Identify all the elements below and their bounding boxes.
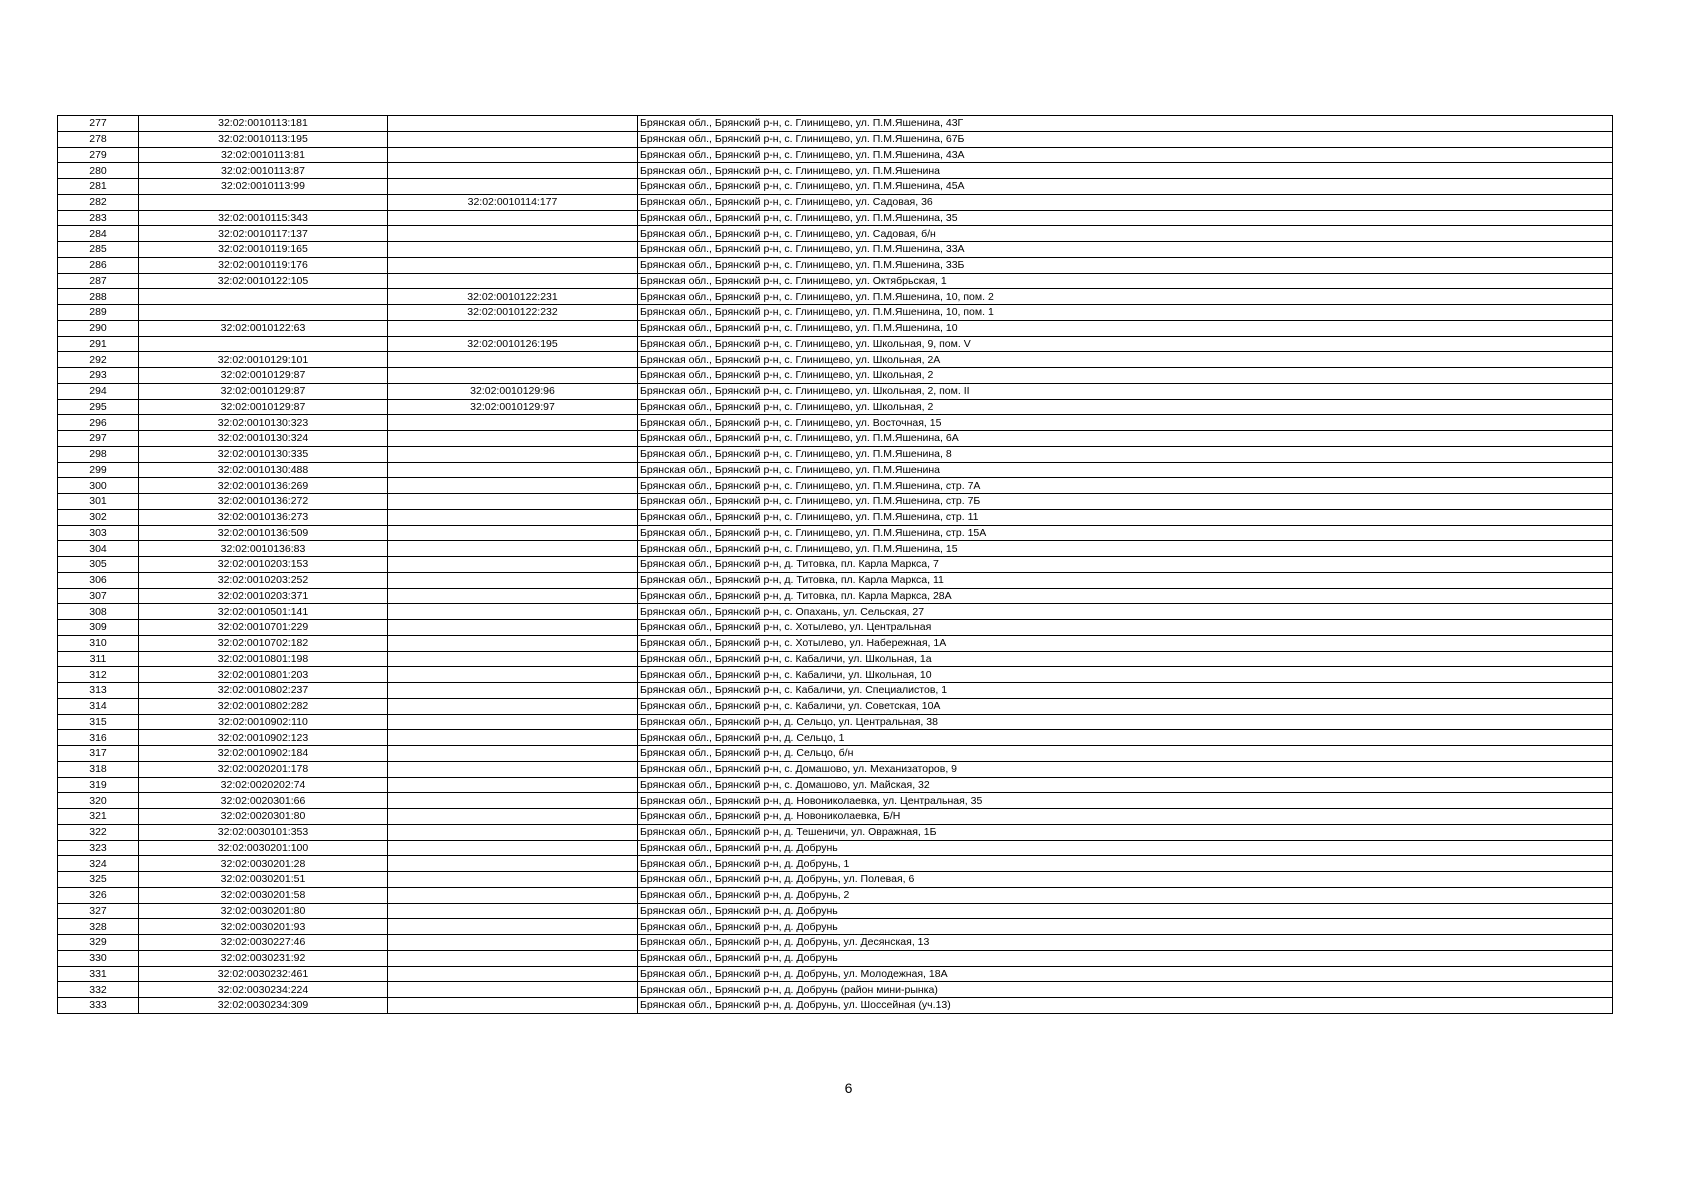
land-cadastral-number-cell: 32:02:0010130:324 xyxy=(139,431,388,447)
building-cadastral-number-cell xyxy=(388,809,638,825)
building-cadastral-number-cell: 32:02:0010129:97 xyxy=(388,399,638,415)
land-cadastral-number-cell: 32:02:0010801:203 xyxy=(139,667,388,683)
land-cadastral-number-cell: 32:02:0020202:74 xyxy=(139,777,388,793)
land-cadastral-number-cell: 32:02:0010113:181 xyxy=(139,116,388,132)
building-cadastral-number-cell xyxy=(388,651,638,667)
address-cell: Брянская обл., Брянский р-н, с. Глинищево, ул. Садовая, 36 xyxy=(638,194,1613,210)
building-cadastral-number-cell xyxy=(388,368,638,384)
building-cadastral-number-cell xyxy=(388,116,638,132)
table-row xyxy=(58,509,1613,525)
row-number-cell: 310 xyxy=(58,635,139,651)
row-number-cell: 294 xyxy=(58,383,139,399)
building-cadastral-number-cell xyxy=(388,588,638,604)
address-cell: Брянская обл., Брянский р-н, д. Тешеничи, ул. Овражная, 1Б xyxy=(638,824,1613,840)
address-cell: Брянская обл., Брянский р-н, д. Добрунь, 1 xyxy=(638,856,1613,872)
table-row xyxy=(58,730,1613,746)
table-row xyxy=(58,604,1613,620)
row-number-cell: 325 xyxy=(58,872,139,888)
row-number-cell: 321 xyxy=(58,809,139,825)
land-cadastral-number-cell: 32:02:0010501:141 xyxy=(139,604,388,620)
cadastral-table xyxy=(57,115,1613,1014)
address-cell: Брянская обл., Брянский р-н, с. Глинищево, ул. П.М.Яшенина, стр. 15А xyxy=(638,525,1613,541)
address-cell: Брянская обл., Брянский р-н, с. Глинищево, ул. П.М.Яшенина xyxy=(638,163,1613,179)
table-row xyxy=(58,431,1613,447)
land-cadastral-number-cell: 32:02:0010203:371 xyxy=(139,588,388,604)
row-number-cell: 328 xyxy=(58,919,139,935)
row-number-cell: 316 xyxy=(58,730,139,746)
building-cadastral-number-cell xyxy=(388,431,638,447)
building-cadastral-number-cell xyxy=(388,761,638,777)
building-cadastral-number-cell xyxy=(388,919,638,935)
address-cell: Брянская обл., Брянский р-н, с. Глинищево, ул. Октябрьская, 1 xyxy=(638,273,1613,289)
land-cadastral-number-cell: 32:02:0030231:92 xyxy=(139,950,388,966)
land-cadastral-number-cell: 32:02:0010902:184 xyxy=(139,746,388,762)
building-cadastral-number-cell xyxy=(388,840,638,856)
row-number-cell: 330 xyxy=(58,950,139,966)
table-row xyxy=(58,541,1613,557)
row-number-cell: 304 xyxy=(58,541,139,557)
address-cell: Брянская обл., Брянский р-н, с. Кабаличи, ул. Специалистов, 1 xyxy=(638,683,1613,699)
row-number-cell: 315 xyxy=(58,714,139,730)
row-number-cell: 284 xyxy=(58,226,139,242)
address-cell: Брянская обл., Брянский р-н, д. Добрунь, ул. Полевая, 6 xyxy=(638,872,1613,888)
address-cell: Брянская обл., Брянский р-н, с. Кабаличи, ул. Школьная, 1а xyxy=(638,651,1613,667)
building-cadastral-number-cell xyxy=(388,494,638,510)
address-cell: Брянская обл., Брянский р-н, с. Глинищево, ул. П.М.Яшенина, 45А xyxy=(638,179,1613,195)
land-cadastral-number-cell: 32:02:0010130:335 xyxy=(139,446,388,462)
address-cell: Брянская обл., Брянский р-н, с. Глинищево, ул. Школьная, 2 xyxy=(638,399,1613,415)
land-cadastral-number-cell: 32:02:0010129:87 xyxy=(139,399,388,415)
address-cell: Брянская обл., Брянский р-н, с. Глинищево, ул. П.М.Яшенина, 33Б xyxy=(638,257,1613,273)
building-cadastral-number-cell: 32:02:0010122:231 xyxy=(388,289,638,305)
land-cadastral-number-cell xyxy=(139,289,388,305)
table-row xyxy=(58,919,1613,935)
address-cell: Брянская обл., Брянский р-н, д. Добрунь, 2 xyxy=(638,887,1613,903)
row-number-cell: 285 xyxy=(58,242,139,258)
building-cadastral-number-cell xyxy=(388,541,638,557)
land-cadastral-number-cell: 32:02:0010701:229 xyxy=(139,620,388,636)
table-row xyxy=(58,320,1613,336)
building-cadastral-number-cell xyxy=(388,667,638,683)
table-row xyxy=(58,872,1613,888)
building-cadastral-number-cell xyxy=(388,273,638,289)
address-cell: Брянская обл., Брянский р-н, д. Добрунь, ул. Шоссейная (уч.13) xyxy=(638,998,1613,1014)
land-cadastral-number-cell: 32:02:0030232:461 xyxy=(139,966,388,982)
row-number-cell: 319 xyxy=(58,777,139,793)
land-cadastral-number-cell: 32:02:0010113:99 xyxy=(139,179,388,195)
row-number-cell: 303 xyxy=(58,525,139,541)
land-cadastral-number-cell: 32:02:0030201:100 xyxy=(139,840,388,856)
building-cadastral-number-cell xyxy=(388,415,638,431)
address-cell: Брянская обл., Брянский р-н, д. Новониколаевка, ул. Центральная, 35 xyxy=(638,793,1613,809)
table-row xyxy=(58,950,1613,966)
building-cadastral-number-cell xyxy=(388,320,638,336)
table-row xyxy=(58,998,1613,1014)
row-number-cell: 289 xyxy=(58,305,139,321)
building-cadastral-number-cell xyxy=(388,730,638,746)
row-number-cell: 288 xyxy=(58,289,139,305)
row-number-cell: 298 xyxy=(58,446,139,462)
table-row xyxy=(58,257,1613,273)
address-cell: Брянская обл., Брянский р-н, с. Глинищево, ул. П.М.Яшенина, 6А xyxy=(638,431,1613,447)
land-cadastral-number-cell: 32:02:0010702:182 xyxy=(139,635,388,651)
land-cadastral-number-cell: 32:02:0010113:87 xyxy=(139,163,388,179)
row-number-cell: 309 xyxy=(58,620,139,636)
table-row xyxy=(58,336,1613,352)
table-row xyxy=(58,840,1613,856)
address-cell: Брянская обл., Брянский р-н, с. Глинищево, ул. Школьная, 2, пом. II xyxy=(638,383,1613,399)
address-cell: Брянская обл., Брянский р-н, д. Добрунь xyxy=(638,950,1613,966)
address-cell: Брянская обл., Брянский р-н, с. Глинищево, ул. Восточная, 15 xyxy=(638,415,1613,431)
building-cadastral-number-cell xyxy=(388,210,638,226)
land-cadastral-number-cell: 32:02:0010136:83 xyxy=(139,541,388,557)
land-cadastral-number-cell: 32:02:0010117:137 xyxy=(139,226,388,242)
land-cadastral-number-cell: 32:02:0010802:282 xyxy=(139,698,388,714)
row-number-cell: 279 xyxy=(58,147,139,163)
building-cadastral-number-cell xyxy=(388,935,638,951)
building-cadastral-number-cell: 32:02:0010114:177 xyxy=(388,194,638,210)
table-row xyxy=(58,383,1613,399)
building-cadastral-number-cell xyxy=(388,824,638,840)
building-cadastral-number-cell xyxy=(388,525,638,541)
row-number-cell: 314 xyxy=(58,698,139,714)
row-number-cell: 302 xyxy=(58,509,139,525)
row-number-cell: 293 xyxy=(58,368,139,384)
row-number-cell: 318 xyxy=(58,761,139,777)
building-cadastral-number-cell xyxy=(388,226,638,242)
row-number-cell: 292 xyxy=(58,352,139,368)
row-number-cell: 322 xyxy=(58,824,139,840)
address-cell: Брянская обл., Брянский р-н, д. Титовка, пл. Карла Маркса, 28А xyxy=(638,588,1613,604)
row-number-cell: 287 xyxy=(58,273,139,289)
land-cadastral-number-cell: 32:02:0010130:488 xyxy=(139,462,388,478)
building-cadastral-number-cell xyxy=(388,698,638,714)
table-row xyxy=(58,116,1613,132)
address-cell: Брянская обл., Брянский р-н, с. Глинищево, ул. П.М.Яшенина, стр. 11 xyxy=(638,509,1613,525)
building-cadastral-number-cell xyxy=(388,683,638,699)
address-cell: Брянская обл., Брянский р-н, д. Добрунь, ул. Молодежная, 18А xyxy=(638,966,1613,982)
table-row xyxy=(58,478,1613,494)
building-cadastral-number-cell: 32:02:0010129:96 xyxy=(388,383,638,399)
land-cadastral-number-cell: 32:02:0010119:165 xyxy=(139,242,388,258)
row-number-cell: 311 xyxy=(58,651,139,667)
table-row xyxy=(58,131,1613,147)
building-cadastral-number-cell xyxy=(388,950,638,966)
building-cadastral-number-cell xyxy=(388,903,638,919)
land-cadastral-number-cell: 32:02:0030101:353 xyxy=(139,824,388,840)
row-number-cell: 307 xyxy=(58,588,139,604)
address-cell: Брянская обл., Брянский р-н, с. Хотылево, ул. Набережная, 1А xyxy=(638,635,1613,651)
land-cadastral-number-cell: 32:02:0010119:176 xyxy=(139,257,388,273)
table-row xyxy=(58,667,1613,683)
land-cadastral-number-cell: 32:02:0010129:87 xyxy=(139,368,388,384)
address-cell: Брянская обл., Брянский р-н, с. Глинищево, ул. П.М.Яшенина, 43А xyxy=(638,147,1613,163)
table-row xyxy=(58,793,1613,809)
land-cadastral-number-cell: 32:02:0010902:110 xyxy=(139,714,388,730)
land-cadastral-number-cell: 32:02:0010136:509 xyxy=(139,525,388,541)
building-cadastral-number-cell xyxy=(388,982,638,998)
table-row xyxy=(58,147,1613,163)
table-row xyxy=(58,856,1613,872)
land-cadastral-number-cell: 32:02:0030201:51 xyxy=(139,872,388,888)
table-row xyxy=(58,761,1613,777)
table-row xyxy=(58,651,1613,667)
building-cadastral-number-cell xyxy=(388,352,638,368)
land-cadastral-number-cell: 32:02:0030201:80 xyxy=(139,903,388,919)
address-cell: Брянская обл., Брянский р-н, д. Добрунь xyxy=(638,903,1613,919)
building-cadastral-number-cell xyxy=(388,714,638,730)
address-cell: Брянская обл., Брянский р-н, д. Титовка, пл. Карла Маркса, 7 xyxy=(638,557,1613,573)
land-cadastral-number-cell: 32:02:0010203:153 xyxy=(139,557,388,573)
address-cell: Брянская обл., Брянский р-н, с. Глинищево, ул. Садовая, б/н xyxy=(638,226,1613,242)
land-cadastral-number-cell: 32:02:0010122:63 xyxy=(139,320,388,336)
land-cadastral-number-cell: 32:02:0010136:269 xyxy=(139,478,388,494)
page-number: 6 xyxy=(844,1080,853,1096)
address-cell: Брянская обл., Брянский р-н, с. Глинищево, ул. Школьная, 9, пом. V xyxy=(638,336,1613,352)
row-number-cell: 286 xyxy=(58,257,139,273)
building-cadastral-number-cell xyxy=(388,856,638,872)
row-number-cell: 278 xyxy=(58,131,139,147)
address-cell: Брянская обл., Брянский р-н, с. Кабаличи, ул. Школьная, 10 xyxy=(638,667,1613,683)
address-cell: Брянская обл., Брянский р-н, д. Добрунь xyxy=(638,840,1613,856)
land-cadastral-number-cell xyxy=(139,194,388,210)
table-row xyxy=(58,714,1613,730)
building-cadastral-number-cell xyxy=(388,572,638,588)
table-row xyxy=(58,242,1613,258)
row-number-cell: 329 xyxy=(58,935,139,951)
land-cadastral-number-cell: 32:02:0010203:252 xyxy=(139,572,388,588)
table-row xyxy=(58,903,1613,919)
table-row xyxy=(58,494,1613,510)
building-cadastral-number-cell xyxy=(388,462,638,478)
land-cadastral-number-cell: 32:02:0010130:323 xyxy=(139,415,388,431)
building-cadastral-number-cell xyxy=(388,887,638,903)
address-cell: Брянская обл., Брянский р-н, с. Глинищево, ул. П.М.Яшенина, 10, пом. 2 xyxy=(638,289,1613,305)
table-row xyxy=(58,462,1613,478)
building-cadastral-number-cell xyxy=(388,872,638,888)
building-cadastral-number-cell: 32:02:0010126:195 xyxy=(388,336,638,352)
building-cadastral-number-cell xyxy=(388,147,638,163)
address-cell: Брянская обл., Брянский р-н, с. Глинищево, ул. П.М.Яшенина, 43Г xyxy=(638,116,1613,132)
row-number-cell: 312 xyxy=(58,667,139,683)
table-row xyxy=(58,305,1613,321)
building-cadastral-number-cell xyxy=(388,777,638,793)
land-cadastral-number-cell: 32:02:0010115:343 xyxy=(139,210,388,226)
table-row xyxy=(58,966,1613,982)
row-number-cell: 283 xyxy=(58,210,139,226)
land-cadastral-number-cell: 32:02:0010902:123 xyxy=(139,730,388,746)
building-cadastral-number-cell xyxy=(388,163,638,179)
table-row xyxy=(58,557,1613,573)
address-cell: Брянская обл., Брянский р-н, д. Добрунь (район мини-рынка) xyxy=(638,982,1613,998)
address-cell: Брянская обл., Брянский р-н, с. Глинищево, ул. П.М.Яшенина, 15 xyxy=(638,541,1613,557)
address-cell: Брянская обл., Брянский р-н, с. Глинищево, ул. П.М.Яшенина, 33А xyxy=(638,242,1613,258)
address-cell: Брянская обл., Брянский р-н, с. Глинищево, ул. П.М.Яшенина, стр. 7А xyxy=(638,478,1613,494)
address-cell: Брянская обл., Брянский р-н, д. Сельцо, ул. Центральная, 38 xyxy=(638,714,1613,730)
land-cadastral-number-cell: 32:02:0010136:273 xyxy=(139,509,388,525)
land-cadastral-number-cell xyxy=(139,336,388,352)
table-row xyxy=(58,809,1613,825)
address-cell: Брянская обл., Брянский р-н, с. Глинищево, ул. П.М.Яшенина, 35 xyxy=(638,210,1613,226)
row-number-cell: 326 xyxy=(58,887,139,903)
land-cadastral-number-cell: 32:02:0010113:81 xyxy=(139,147,388,163)
table-row xyxy=(58,698,1613,714)
row-number-cell: 280 xyxy=(58,163,139,179)
table-row xyxy=(58,824,1613,840)
land-cadastral-number-cell: 32:02:0030201:58 xyxy=(139,887,388,903)
building-cadastral-number-cell xyxy=(388,509,638,525)
table-row xyxy=(58,777,1613,793)
land-cadastral-number-cell: 32:02:0010801:198 xyxy=(139,651,388,667)
row-number-cell: 299 xyxy=(58,462,139,478)
building-cadastral-number-cell xyxy=(388,557,638,573)
table-row xyxy=(58,226,1613,242)
land-cadastral-number-cell xyxy=(139,305,388,321)
row-number-cell: 305 xyxy=(58,557,139,573)
land-cadastral-number-cell: 32:02:0030227:46 xyxy=(139,935,388,951)
land-cadastral-number-cell: 32:02:0020301:80 xyxy=(139,809,388,825)
table-row xyxy=(58,194,1613,210)
row-number-cell: 296 xyxy=(58,415,139,431)
address-cell: Брянская обл., Брянский р-н, с. Глинищево, ул. П.М.Яшенина xyxy=(638,462,1613,478)
row-number-cell: 308 xyxy=(58,604,139,620)
land-cadastral-number-cell: 32:02:0020201:178 xyxy=(139,761,388,777)
address-cell: Брянская обл., Брянский р-н, с. Глинищево, ул. Школьная, 2 xyxy=(638,368,1613,384)
address-cell: Брянская обл., Брянский р-н, с. Глинищево, ул. П.М.Яшенина, 67Б xyxy=(638,131,1613,147)
row-number-cell: 282 xyxy=(58,194,139,210)
row-number-cell: 331 xyxy=(58,966,139,982)
table-row xyxy=(58,179,1613,195)
building-cadastral-number-cell xyxy=(388,131,638,147)
building-cadastral-number-cell xyxy=(388,620,638,636)
table-row xyxy=(58,588,1613,604)
building-cadastral-number-cell xyxy=(388,242,638,258)
row-number-cell: 324 xyxy=(58,856,139,872)
address-cell: Брянская обл., Брянский р-н, д. Сельцо, 1 xyxy=(638,730,1613,746)
address-cell: Брянская обл., Брянский р-н, с. Глинищево, ул. П.М.Яшенина, стр. 7Б xyxy=(638,494,1613,510)
table-row xyxy=(58,620,1613,636)
row-number-cell: 291 xyxy=(58,336,139,352)
address-cell: Брянская обл., Брянский р-н, д. Добрунь, ул. Десянская, 13 xyxy=(638,935,1613,951)
building-cadastral-number-cell xyxy=(388,635,638,651)
address-cell: Брянская обл., Брянский р-н, с. Опахань, ул. Сельская, 27 xyxy=(638,604,1613,620)
land-cadastral-number-cell: 32:02:0010136:272 xyxy=(139,494,388,510)
land-cadastral-number-cell: 32:02:0030201:93 xyxy=(139,919,388,935)
row-number-cell: 301 xyxy=(58,494,139,510)
row-number-cell: 313 xyxy=(58,683,139,699)
address-cell: Брянская обл., Брянский р-н, с. Домашово, ул. Майская, 32 xyxy=(638,777,1613,793)
row-number-cell: 327 xyxy=(58,903,139,919)
table-row xyxy=(58,887,1613,903)
table-row xyxy=(58,935,1613,951)
land-cadastral-number-cell: 32:02:0030201:28 xyxy=(139,856,388,872)
address-cell: Брянская обл., Брянский р-н, с. Хотылево, ул. Центральная xyxy=(638,620,1613,636)
building-cadastral-number-cell xyxy=(388,604,638,620)
land-cadastral-number-cell: 32:02:0030234:224 xyxy=(139,982,388,998)
address-cell: Брянская обл., Брянский р-н, с. Глинищево, ул. Школьная, 2А xyxy=(638,352,1613,368)
table-body xyxy=(58,116,1613,1014)
building-cadastral-number-cell xyxy=(388,478,638,494)
building-cadastral-number-cell xyxy=(388,446,638,462)
address-cell: Брянская обл., Брянский р-н, с. Кабаличи, ул. Советская, 10А xyxy=(638,698,1613,714)
table-row xyxy=(58,982,1613,998)
address-cell: Брянская обл., Брянский р-н, с. Домашово, ул. Механизаторов, 9 xyxy=(638,761,1613,777)
table-row xyxy=(58,415,1613,431)
table-row xyxy=(58,273,1613,289)
table-row xyxy=(58,572,1613,588)
land-cadastral-number-cell: 32:02:0030234:309 xyxy=(139,998,388,1014)
table-row xyxy=(58,210,1613,226)
table-row xyxy=(58,368,1613,384)
table-row xyxy=(58,289,1613,305)
building-cadastral-number-cell xyxy=(388,998,638,1014)
address-cell: Брянская обл., Брянский р-н, д. Новониколаевка, Б/Н xyxy=(638,809,1613,825)
table-row xyxy=(58,446,1613,462)
table-row xyxy=(58,683,1613,699)
table-row xyxy=(58,163,1613,179)
row-number-cell: 333 xyxy=(58,998,139,1014)
land-cadastral-number-cell: 32:02:0010802:237 xyxy=(139,683,388,699)
row-number-cell: 300 xyxy=(58,478,139,494)
address-cell: Брянская обл., Брянский р-н, с. Глинищево, ул. П.М.Яшенина, 10, пом. 1 xyxy=(638,305,1613,321)
row-number-cell: 290 xyxy=(58,320,139,336)
building-cadastral-number-cell xyxy=(388,746,638,762)
table-row xyxy=(58,352,1613,368)
address-cell: Брянская обл., Брянский р-н, д. Титовка, пл. Карла Маркса, 11 xyxy=(638,572,1613,588)
address-cell: Брянская обл., Брянский р-н, д. Сельцо, б/н xyxy=(638,746,1613,762)
building-cadastral-number-cell xyxy=(388,793,638,809)
land-cadastral-number-cell: 32:02:0010129:101 xyxy=(139,352,388,368)
land-cadastral-number-cell: 32:02:0010113:195 xyxy=(139,131,388,147)
land-cadastral-number-cell: 32:02:0020301:66 xyxy=(139,793,388,809)
address-cell: Брянская обл., Брянский р-н, с. Глинищево, ул. П.М.Яшенина, 10 xyxy=(638,320,1613,336)
land-cadastral-number-cell: 32:02:0010122:105 xyxy=(139,273,388,289)
row-number-cell: 281 xyxy=(58,179,139,195)
row-number-cell: 306 xyxy=(58,572,139,588)
table-row xyxy=(58,525,1613,541)
row-number-cell: 277 xyxy=(58,116,139,132)
building-cadastral-number-cell xyxy=(388,966,638,982)
row-number-cell: 317 xyxy=(58,746,139,762)
row-number-cell: 295 xyxy=(58,399,139,415)
land-cadastral-number-cell: 32:02:0010129:87 xyxy=(139,383,388,399)
row-number-cell: 297 xyxy=(58,431,139,447)
building-cadastral-number-cell xyxy=(388,179,638,195)
address-cell: Брянская обл., Брянский р-н, д. Добрунь xyxy=(638,919,1613,935)
row-number-cell: 323 xyxy=(58,840,139,856)
row-number-cell: 320 xyxy=(58,793,139,809)
building-cadastral-number-cell: 32:02:0010122:232 xyxy=(388,305,638,321)
table-row xyxy=(58,635,1613,651)
building-cadastral-number-cell xyxy=(388,257,638,273)
table-row xyxy=(58,399,1613,415)
address-cell: Брянская обл., Брянский р-н, с. Глинищево, ул. П.М.Яшенина, 8 xyxy=(638,446,1613,462)
row-number-cell: 332 xyxy=(58,982,139,998)
table-row xyxy=(58,746,1613,762)
